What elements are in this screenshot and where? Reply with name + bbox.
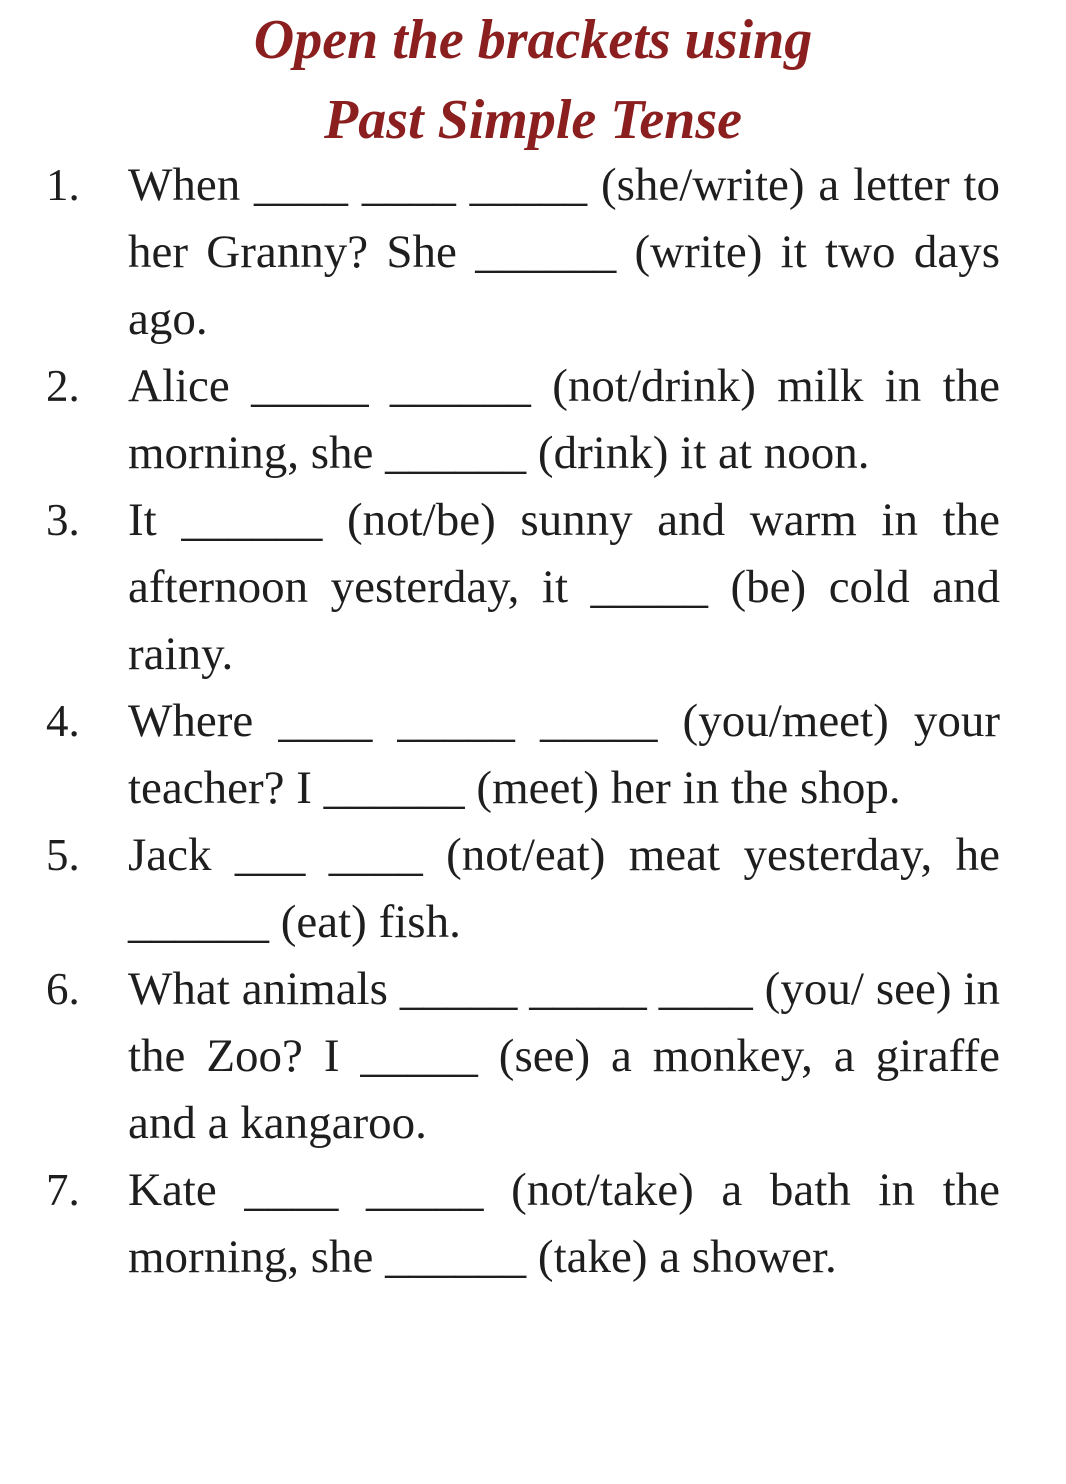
title-line-1: Open the brackets using xyxy=(253,9,813,71)
title-line-2: Past Simple Tense xyxy=(324,89,742,151)
exercise-number: 6. xyxy=(46,964,80,1014)
exercise-item-5 xyxy=(40,822,1000,956)
exercise-item-4 xyxy=(40,688,1000,822)
exercise-item-3 xyxy=(40,487,1000,688)
exercise-text: Jack ___ ____ (not/eat) meat yesterday, he ______ (eat) fish. xyxy=(128,829,1000,948)
worksheet-title xyxy=(0,0,1066,160)
exercise-number: 3. xyxy=(46,495,80,545)
exercise-text: When ____ ____ _____ (she/write) a letter to her Granny? She ______ (write) it two days ago. xyxy=(128,159,1000,345)
exercise-item-6 xyxy=(40,956,1000,1157)
exercise-number: 1. xyxy=(46,160,80,210)
exercise-item-2 xyxy=(40,353,1000,487)
exercise-text: Kate ____ _____ (not/take) a bath in the morning, she ______ (take) a shower. xyxy=(128,1164,1000,1283)
exercise-text: Alice _____ ______ (not/drink) milk in the morning, she ______ (drink) it at noon. xyxy=(128,360,1000,479)
exercise-item-7 xyxy=(40,1157,1000,1291)
exercise-text: What animals _____ _____ ____ (you/ see) in the Zoo? I _____ (see) a monkey, a giraffe and a kangaroo. xyxy=(128,963,1000,1149)
exercise-text: It ______ (not/be) sunny and warm in the afternoon yesterday, it _____ (be) cold and rainy. xyxy=(128,494,1000,680)
exercise-item-1 xyxy=(40,152,1000,353)
exercise-text: Where ____ _____ _____ (you/meet) your teacher? I ______ (meet) her in the shop. xyxy=(128,695,1000,814)
exercise-number: 2. xyxy=(46,361,80,411)
exercise-number: 7. xyxy=(46,1165,80,1215)
exercise-number: 4. xyxy=(46,696,80,746)
exercise-number: 5. xyxy=(46,830,80,880)
exercise-list xyxy=(40,152,1000,1291)
